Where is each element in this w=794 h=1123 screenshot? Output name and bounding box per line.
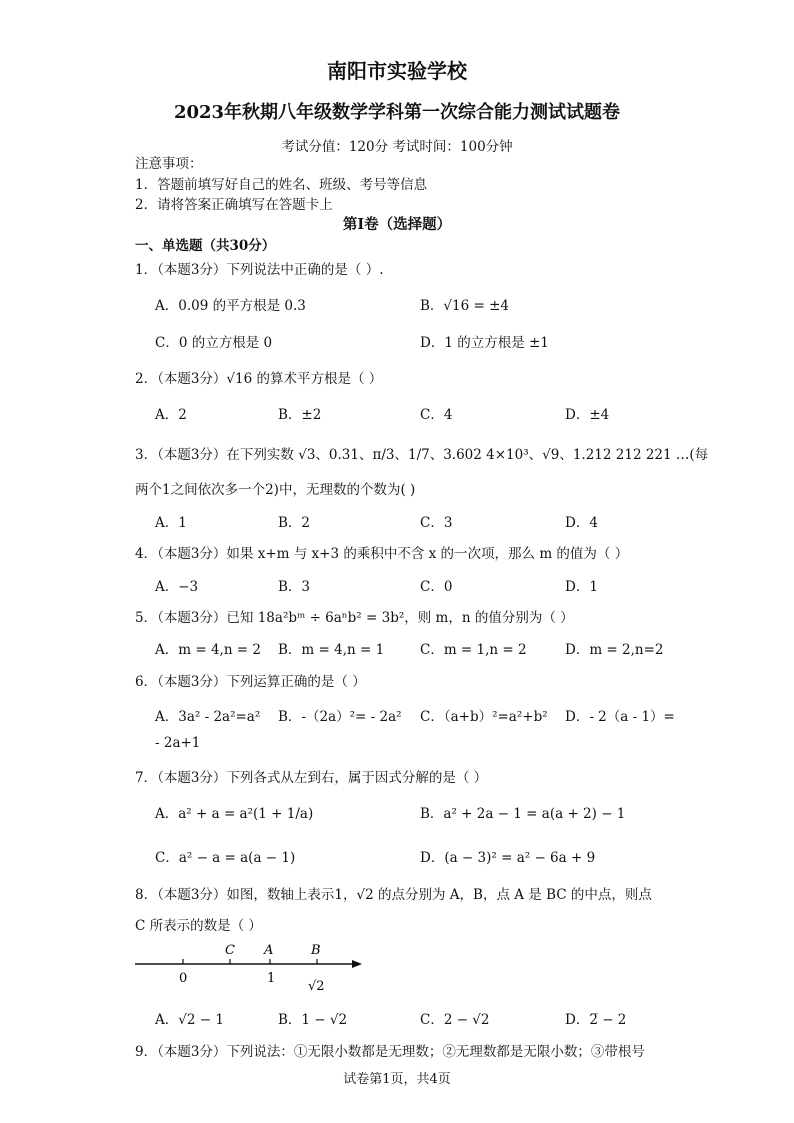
label-zero: 0 bbox=[179, 971, 188, 986]
option: A．0.09 的平方根是 0.3 bbox=[155, 298, 306, 314]
exam-meta: 考试分值：120分 考试时间：100分钟 bbox=[281, 139, 513, 155]
option: D．±4 bbox=[565, 407, 610, 423]
page-footer: 试卷第1页，共4页 bbox=[343, 1072, 451, 1087]
option: A．1 bbox=[155, 515, 187, 531]
label-sqrt2: √2 bbox=[308, 979, 325, 994]
option: A．√2 − 1 bbox=[155, 1012, 224, 1028]
option: C．a² − a = a(a − 1) bbox=[155, 850, 296, 866]
option: B．2 bbox=[278, 515, 311, 531]
question-stem-cont: 两个1之间依次多一个2)中，无理数的个数为( ) bbox=[135, 482, 416, 498]
option: C．（a+b）²=a²+b² bbox=[420, 709, 548, 725]
option: A．3a² - 2a²=a² bbox=[155, 709, 261, 725]
question-stem: 7．（本题3分）下列各式从左到右，属于因式分解的是（ ） bbox=[135, 770, 488, 786]
section-title: 第Ⅰ卷（选择题） bbox=[342, 216, 452, 233]
label-b: B bbox=[311, 943, 321, 958]
option: B．1 − √2 bbox=[278, 1012, 348, 1028]
label-a: A bbox=[264, 943, 274, 958]
question-stem: 9．（本题3分）下列说法：①无限小数都是无理数；②无理数都是无限小数；③带根号 bbox=[135, 1044, 645, 1060]
number-line-figure bbox=[130, 940, 370, 1000]
option: D．2̅ − 2 bbox=[565, 1012, 627, 1028]
option: C．m = 1,n = 2 bbox=[420, 642, 527, 658]
option: B．a² + 2a − 1 = a(a + 2) − 1 bbox=[420, 806, 626, 822]
option: B．√16 = ±4 bbox=[420, 298, 509, 314]
option: A．−3 bbox=[155, 579, 199, 595]
option: D．m = 2,n=2 bbox=[565, 642, 664, 658]
option: D．4 bbox=[565, 515, 598, 531]
option: C．4 bbox=[420, 407, 453, 423]
option: B．m = 4,n = 1 bbox=[278, 642, 385, 658]
question-stem: 6．（本题3分）下列运算正确的是（ ） bbox=[135, 674, 366, 690]
notes-heading: 注意事项： bbox=[135, 156, 203, 172]
option: C．0 bbox=[420, 579, 453, 595]
option: B．-（2a）²= - 2a² bbox=[278, 709, 402, 725]
exam-title: 2023年秋期八年级数学学科第一次综合能力测试试题卷 bbox=[173, 102, 621, 123]
option: D．1 的立方根是 ±1 bbox=[420, 335, 549, 351]
part-title: 一、单选题（共30分） bbox=[135, 238, 276, 254]
option: B．±2 bbox=[278, 407, 322, 423]
question-stem-cont: C 所表示的数是（ ） bbox=[135, 918, 262, 934]
question-stem: 5．（本题3分）已知 18a²bᵐ ÷ 6aⁿb² = 3b²，则 m，n 的值分别为（ ） bbox=[135, 610, 574, 626]
question-stem: 2．（本题3分）√16 的算术平方根是（ ） bbox=[135, 371, 383, 387]
option: D．- 2（a - 1）= bbox=[565, 709, 675, 725]
option: A．a² + a = a²(1 + 1/a) bbox=[155, 806, 314, 822]
question-stem: 1．（本题3分）下列说法中正确的是（ ）. bbox=[135, 262, 384, 278]
option: C．2 − √2 bbox=[420, 1012, 490, 1028]
option: C．3 bbox=[420, 515, 453, 531]
note-item: 2．请将答案正确填写在答题卡上 bbox=[135, 197, 333, 213]
note-item: 1．答题前填写好自己的姓名、班级、考号等信息 bbox=[135, 177, 428, 193]
question-stem: 3．（本题3分）在下列实数 √3、0.31、π/3、1/7、3.602 4×10³、√9、1.212 212 221 …(每 bbox=[135, 447, 709, 463]
question-stem: 4．（本题3分）如果 x+m 与 x+3 的乘积中不含 x 的一次项，那么 m 的值为（ ） bbox=[135, 546, 629, 562]
option: B．3 bbox=[278, 579, 311, 595]
option: D．1 bbox=[565, 579, 598, 595]
arrow-right-icon bbox=[352, 960, 362, 968]
option: D．(a − 3)² = a² − 6a + 9 bbox=[420, 850, 596, 866]
option: A．m = 4,n = 2 bbox=[155, 642, 262, 658]
question-stem: 8．（本题3分）如图，数轴上表示1，√2 的点分别为 A，B，点 A 是 BC 的中点，则点 bbox=[135, 887, 652, 903]
label-one: 1 bbox=[267, 971, 276, 986]
option: A．2 bbox=[155, 407, 187, 423]
option: C．0 的立方根是 0 bbox=[155, 335, 273, 351]
school-name: 南阳市实验学校 bbox=[327, 59, 467, 83]
label-c: C bbox=[225, 943, 235, 958]
option-continuation: - 2a+1 bbox=[155, 735, 201, 751]
